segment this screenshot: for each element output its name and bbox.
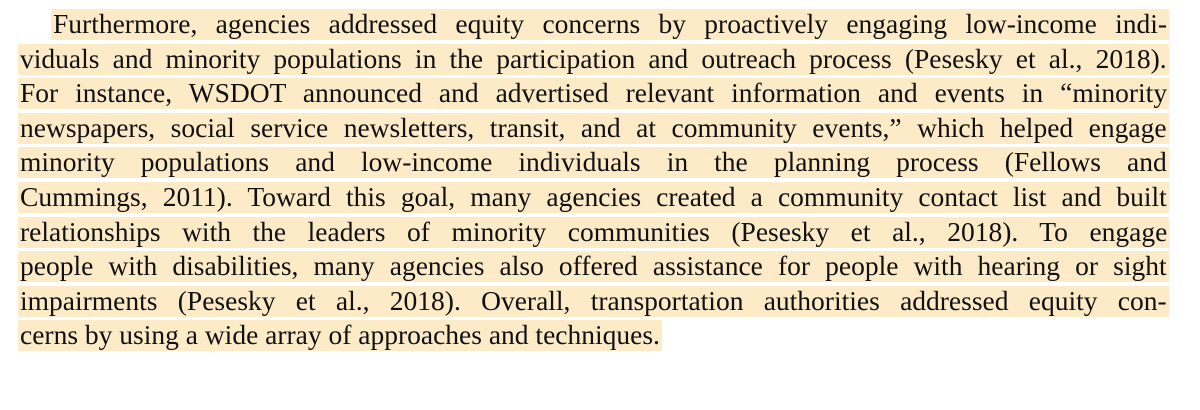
paragraph-line-text: minority populations and low-income individuals in the planning process (Fellows and (20, 146, 1167, 178)
paragraph-line (0, 249, 1200, 284)
paragraph-line (0, 111, 1200, 146)
paragraph-line (0, 284, 1200, 319)
paragraph-line-text: cerns by using a wide array of approaches and techniques. (20, 319, 660, 351)
paragraph-line (0, 7, 1200, 42)
paragraph-line (0, 42, 1200, 77)
paragraph-line (0, 318, 1200, 353)
paragraph-line-text: Furthermore, agencies addressed equity concerns by proactively engaging low-income indi- (53, 8, 1168, 39)
paragraph-line (0, 145, 1200, 180)
paragraph-line-text: newspapers, social service newsletters, transit, and at community events,” which helped engage (20, 111, 1167, 143)
paragraph-line (0, 180, 1200, 215)
paragraph-line (0, 215, 1200, 250)
paragraph-line-text: For instance, WSDOT announced and advertised relevant information and events in “minority (20, 77, 1168, 109)
paragraph-line-text: viduals and minority populations in the participation and outreach process (Pesesky et al., 2018). (20, 42, 1167, 74)
paragraph-line (0, 76, 1200, 111)
paragraph-line-text: relationships with the leaders of minority communities (Pesesky et al., 2018). To engage (20, 215, 1168, 247)
paragraph-line-text: Cummings, 2011). Toward this goal, many agencies created a community contact list and built (20, 180, 1167, 212)
paragraph-line-text: impairments (Pesesky et al., 2018). Overall, transportation authorities addressed equity con- (20, 284, 1167, 316)
paragraph-line-text: people with disabilities, many agencies also offered assistance for people with hearing or sight (20, 250, 1167, 282)
highlighted-paragraph (0, 7, 1200, 353)
